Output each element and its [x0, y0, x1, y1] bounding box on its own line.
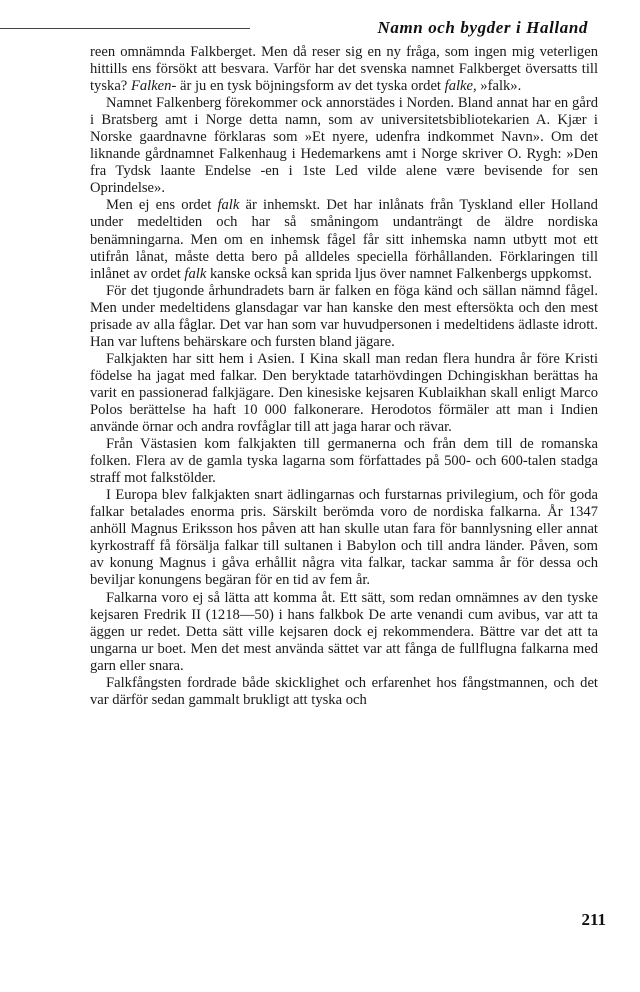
text-run: Men ej ens ordet: [106, 197, 218, 214]
header-rule: [0, 28, 250, 29]
text-run: kanske också kan sprida ljus över namnet Falkenbergs uppkomst.: [206, 265, 592, 282]
paragraph: [90, 44, 598, 95]
running-head: Namn och bygder i Halland: [377, 18, 588, 37]
paragraph: [90, 283, 598, 351]
text-run: Namnet Falkenberg förekommer ock annorstädes i Norden. Bland annat har en gård i Bratsberg amt i Norge detta namn, som av universitetsbibliotekarien A. Kjær i Norske gaardnavne förklaras som »Et nyere, udenfra indkommet Navn». Om det liknande gårdnamnet Falkenhaug i Hedemarkens amt i Norge skriver O. Rygh: »Den fra Tydsk laante Endelse -en i 1ste Led vilde alene være bevisende for sen Oprindelse».: [90, 95, 598, 197]
text-run: Från Västasien kom falkjakten till germanerna och från dem till de romanska folken. Flera av de gamla tyska lagarna som författades på 500- och 600-talen stadga straff mot falkstölder.: [90, 436, 598, 487]
text-run: är inhemskt. Det har inlånats från Tyskland eller Holland under medeltiden och har så småningom undanträngt de äldre nordiska benämningarna. Men om en inhemsk fågel får sitt inhemska namn utbytt mot ett utifrån lånat, måste detta bero på alldeles speciella förhållanden. Förklaringen till inlånet av ordet: [90, 197, 598, 282]
paragraph: [90, 197, 598, 282]
text-run: reen omnämnda Falkberget. Men då reser sig en ny fråga, som ingen mig veterligen hittills ens försökt att besvara. Varför har det svenska namnet Falkberget översatts till tyska?: [90, 44, 598, 95]
text-run: Falkjakten har sitt hem i Asien. I Kina skall man redan flera hundra år före Kristi födelse ha jagat med falkar. Den beryktade tatarhövdingen Dchingiskhan berättas ha varit en passionerad falkjägare. Den kinesiske kejsaren Kublaikhan skall enligt Marco Polos berättelse ha haft 10 000 falkonerare. Herodotos förmäler att man i Indien använde örnar och andra rovfåglar till att jaga harar och rävar.: [90, 350, 598, 436]
paragraph: [90, 590, 598, 675]
text-run: är ju en tysk böjningsform av det tyska ordet: [176, 78, 445, 95]
paragraph: [90, 95, 598, 197]
italic-term: falke,: [444, 78, 477, 95]
text-run: I Europa blev falkjakten snart ädlingarnas och furstarnas privilegium, och för goda falkar betalades enorma pris. Särskilt berömda voro de nordiska falkarna. År 1347 anhöll Magnus Eriksson hos påven att han skulle utan fara för bannlysning eller annat kyrkostraff få försälja falkar till sultanen i Babylon och till andra länder. Påven, som av konung Magnus i gåva erhållit några vita falkar, tackar samma år för dessa och beviljar konungens begäran för en tid av fem år.: [90, 487, 598, 589]
paragraph: [90, 675, 598, 709]
text-run: »falk».: [476, 78, 522, 95]
italic-term: falk: [184, 265, 207, 282]
paragraph: [90, 487, 598, 589]
paragraph: [90, 436, 598, 487]
italic-term: falk: [217, 197, 240, 214]
text-run: Falkfångsten fordrade både skicklighet och erfarenhet hos fångstmannen, och det var därför sedan gammalt brukligt att tyska och: [90, 674, 598, 708]
body-text: [90, 44, 598, 709]
italic-term: Falken-: [130, 78, 177, 95]
text-run: Falkarna voro ej så lätta att komma åt. Ett sätt, som redan omnämnes av den tyske kejsaren Fredrik II (1218—50) i hans falkbok De arte venandi cum avibus, var att ta äggen ur redet. Detta sätt ville kejsaren dock ej rekommendera. Bättre var det att ta ungarna ur boet. Men det mest använda sättet var att fånga de fullflugna falkarna med garn eller snara.: [90, 589, 598, 674]
paragraph: [90, 351, 598, 436]
page-number: 211: [581, 910, 606, 929]
text-run: För det tjugonde århundradets barn är falken en föga känd och sällan nämnd fågel. Men under medeltidens glansdagar var han kanske den mest eftersökta och den mest prisade av alla fåglar. Det var han som var huvudpersonen i medeltidens ädlaste idrott. Han var luftens behärskare och fursten bland jägare.: [90, 282, 598, 350]
